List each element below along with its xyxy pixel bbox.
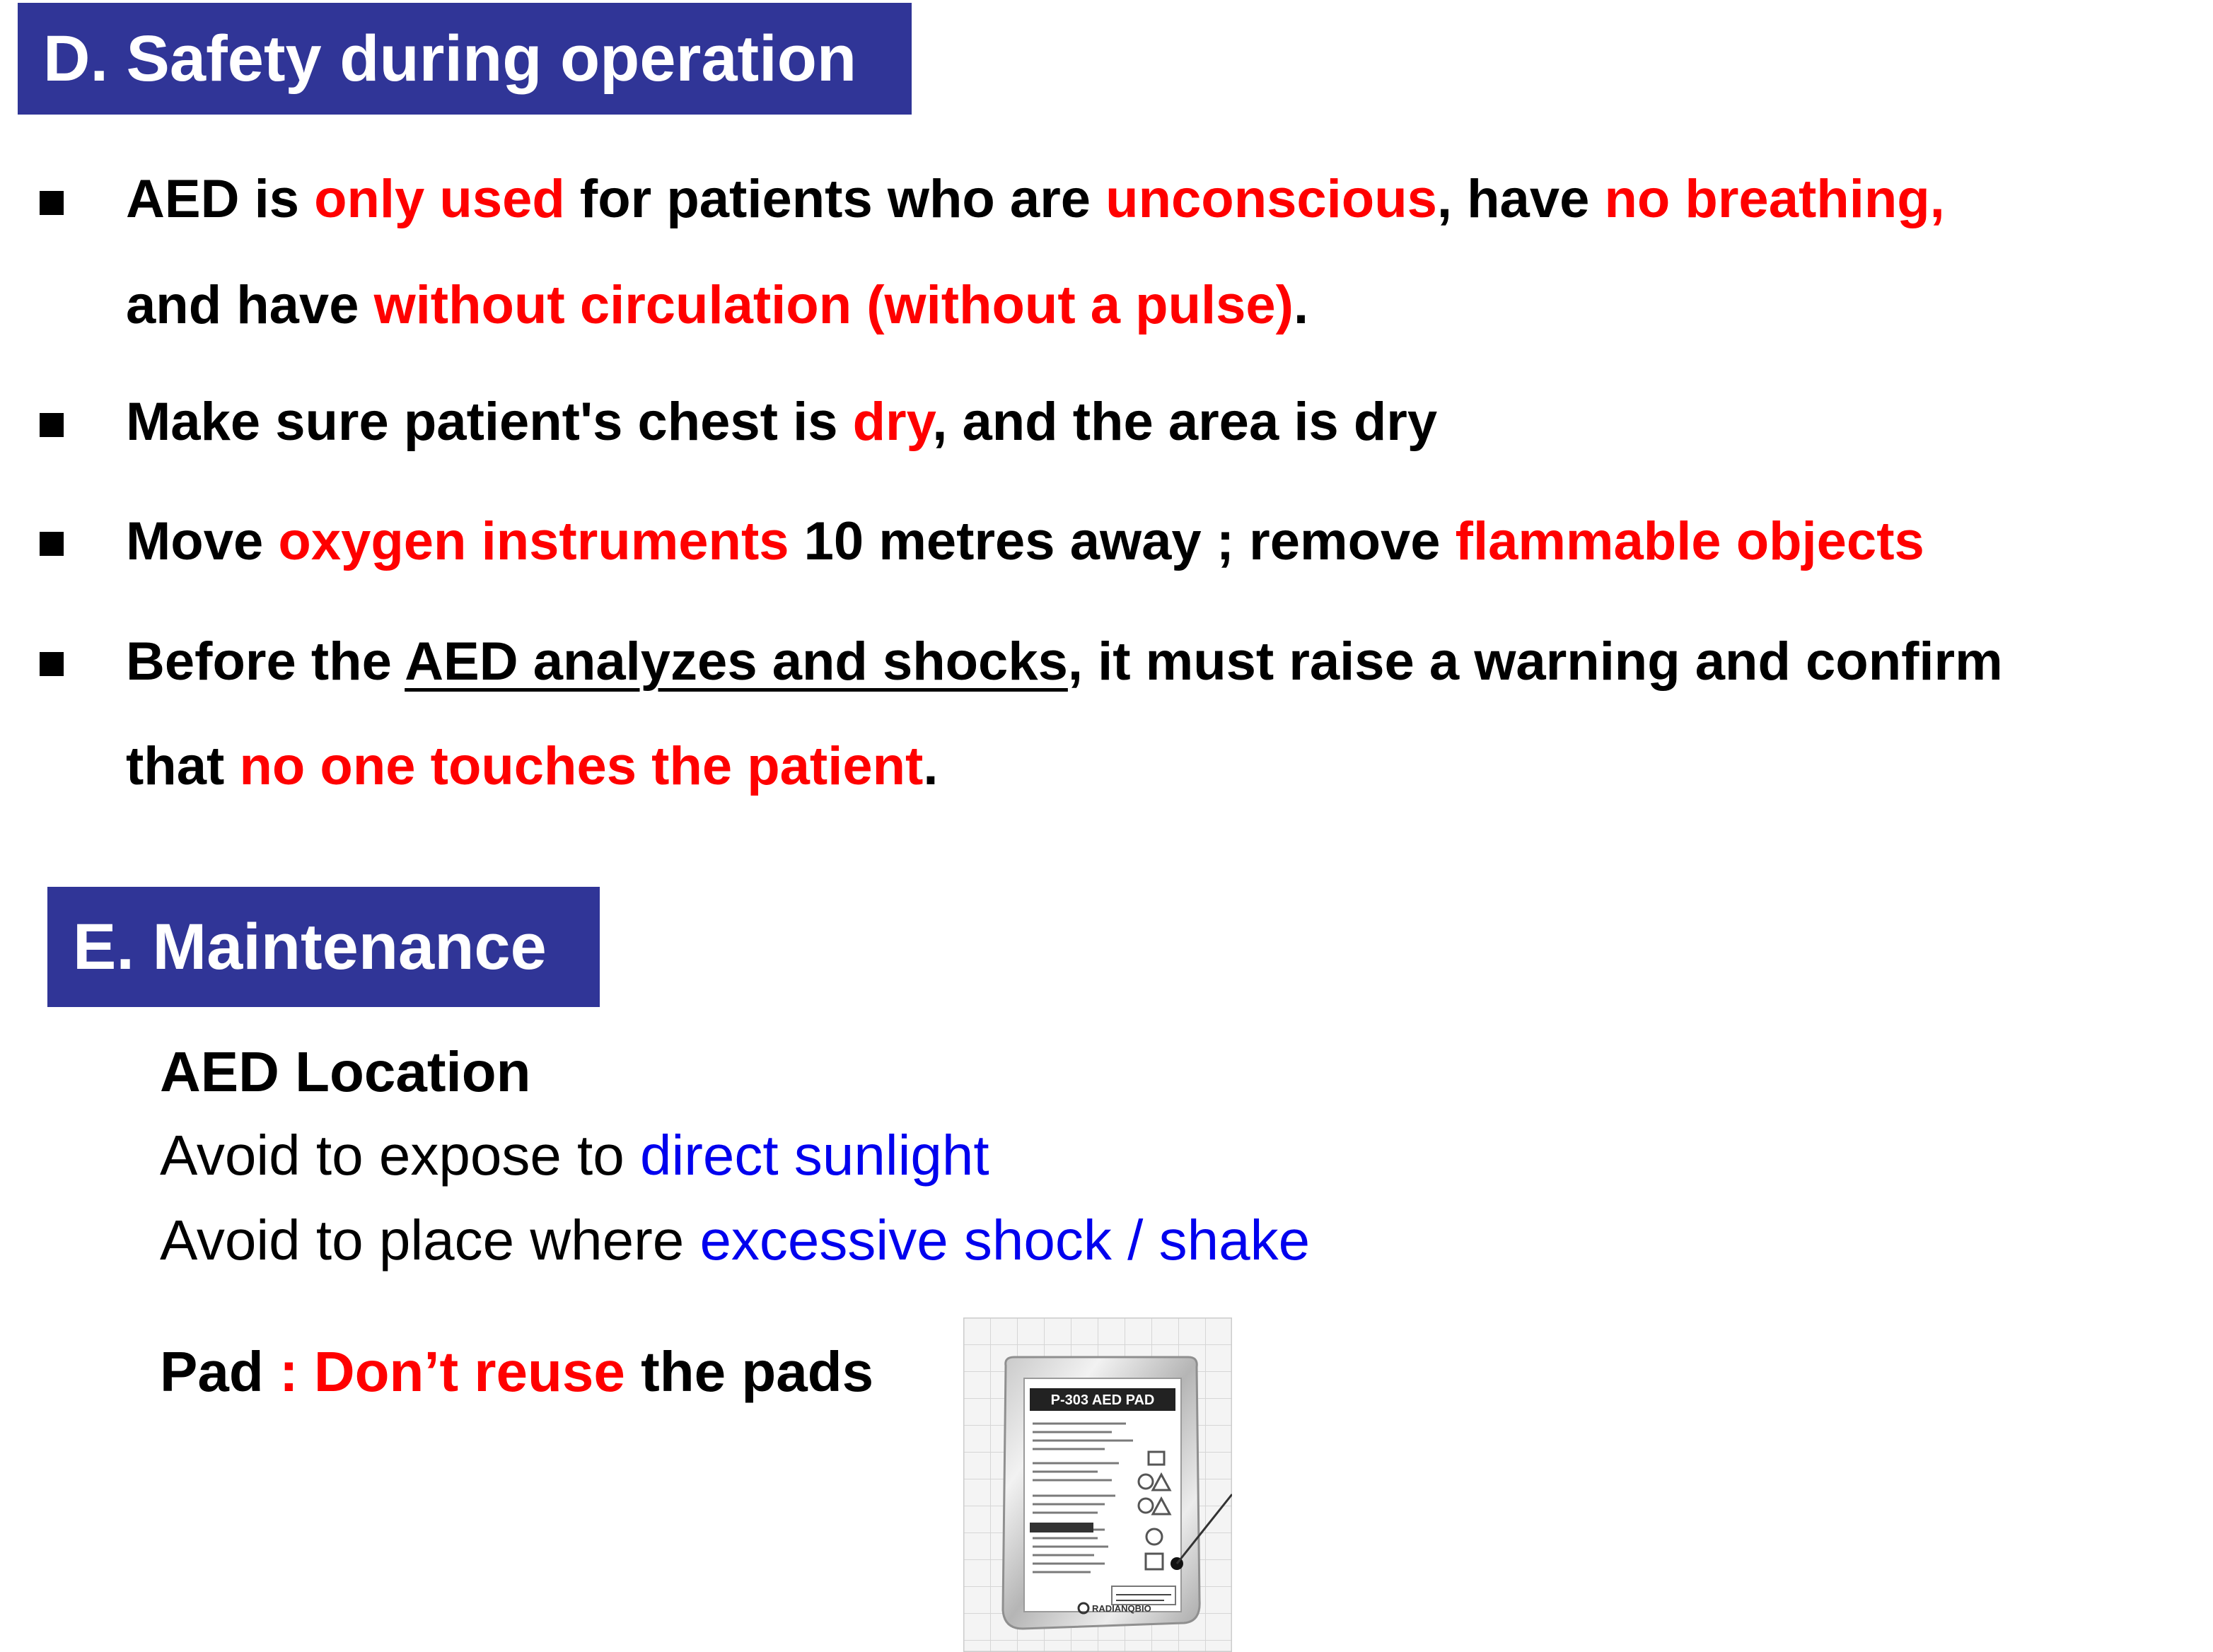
- bullet-square-icon: [40, 191, 64, 215]
- bullet-1-line-1: [126, 168, 1945, 231]
- pad-brand-text: RADIANQBIO: [1092, 1603, 1151, 1614]
- emphasis-no-breathing: no breathing,: [1604, 169, 1945, 229]
- emphasis-dry: dry: [852, 392, 933, 452]
- text-run: and have: [126, 275, 374, 335]
- section-e-title: E. Maintenance: [73, 911, 547, 983]
- emphasis-unconscious: unconscious: [1105, 169, 1437, 229]
- text-run: , and the area is dry: [932, 392, 1438, 452]
- bullet-1-line-2: [126, 274, 1308, 337]
- emphasis-flammable-objects: flammable objects: [1455, 511, 1924, 571]
- aed-location-heading: AED Location: [160, 1040, 531, 1103]
- text-run: .: [1293, 275, 1309, 335]
- bullet-square-icon: [40, 413, 64, 437]
- text-run: the pads: [625, 1340, 874, 1403]
- bullet-2-line-1: [126, 391, 1437, 453]
- emphasis-without-circulation: without circulation (without a pulse): [373, 275, 1294, 335]
- location-line-shock: [160, 1208, 1310, 1273]
- bullet-square-icon: [40, 532, 64, 556]
- section-d-title: D. Safety during operation: [43, 23, 857, 95]
- bullet-square-icon: [40, 652, 64, 676]
- emphasis-dont-reuse: : Don’t reuse: [279, 1340, 625, 1403]
- emphasis-oxygen-instruments: oxygen instruments: [278, 511, 789, 571]
- bullet-3-line-1: [126, 511, 1924, 573]
- aed-pad-photo: [963, 1317, 1232, 1652]
- section-e-header: [47, 887, 600, 1007]
- text-run: , have: [1436, 169, 1605, 229]
- text-run: Avoid to place where: [160, 1209, 700, 1272]
- text-run: Avoid to expose to: [160, 1124, 640, 1187]
- text-run: Make sure patient's chest is: [126, 392, 853, 452]
- bullet-4-line-2: [126, 735, 938, 798]
- emphasis-excessive-shock: excessive shock / shake: [699, 1209, 1311, 1272]
- pad-label-text: P-303 AED PAD: [1050, 1392, 1155, 1408]
- emphasis-only-used: only used: [314, 169, 565, 229]
- text-run: AED is: [126, 169, 315, 229]
- text-run: .: [923, 736, 939, 796]
- text-run: 10 metres away ; remove: [789, 511, 1456, 571]
- text-run: for patients who are: [564, 169, 1106, 229]
- pad-line: [160, 1339, 873, 1404]
- text-run: Pad: [160, 1340, 279, 1403]
- bullet-4-line-1: [126, 631, 2003, 693]
- location-line-sunlight: [160, 1123, 989, 1188]
- section-d-header: [18, 3, 912, 115]
- emphasis-no-one-touches: no one touches the patient: [239, 736, 924, 796]
- text-run: , it must raise a warning and confirm: [1067, 632, 2003, 692]
- emphasis-direct-sunlight: direct sunlight: [639, 1124, 989, 1187]
- text-run: that: [126, 736, 240, 796]
- underlined-aed-analyzes: AED analyzes and shocks: [405, 632, 1068, 692]
- text-run: Move: [126, 511, 279, 571]
- text-run: Before the: [126, 632, 405, 692]
